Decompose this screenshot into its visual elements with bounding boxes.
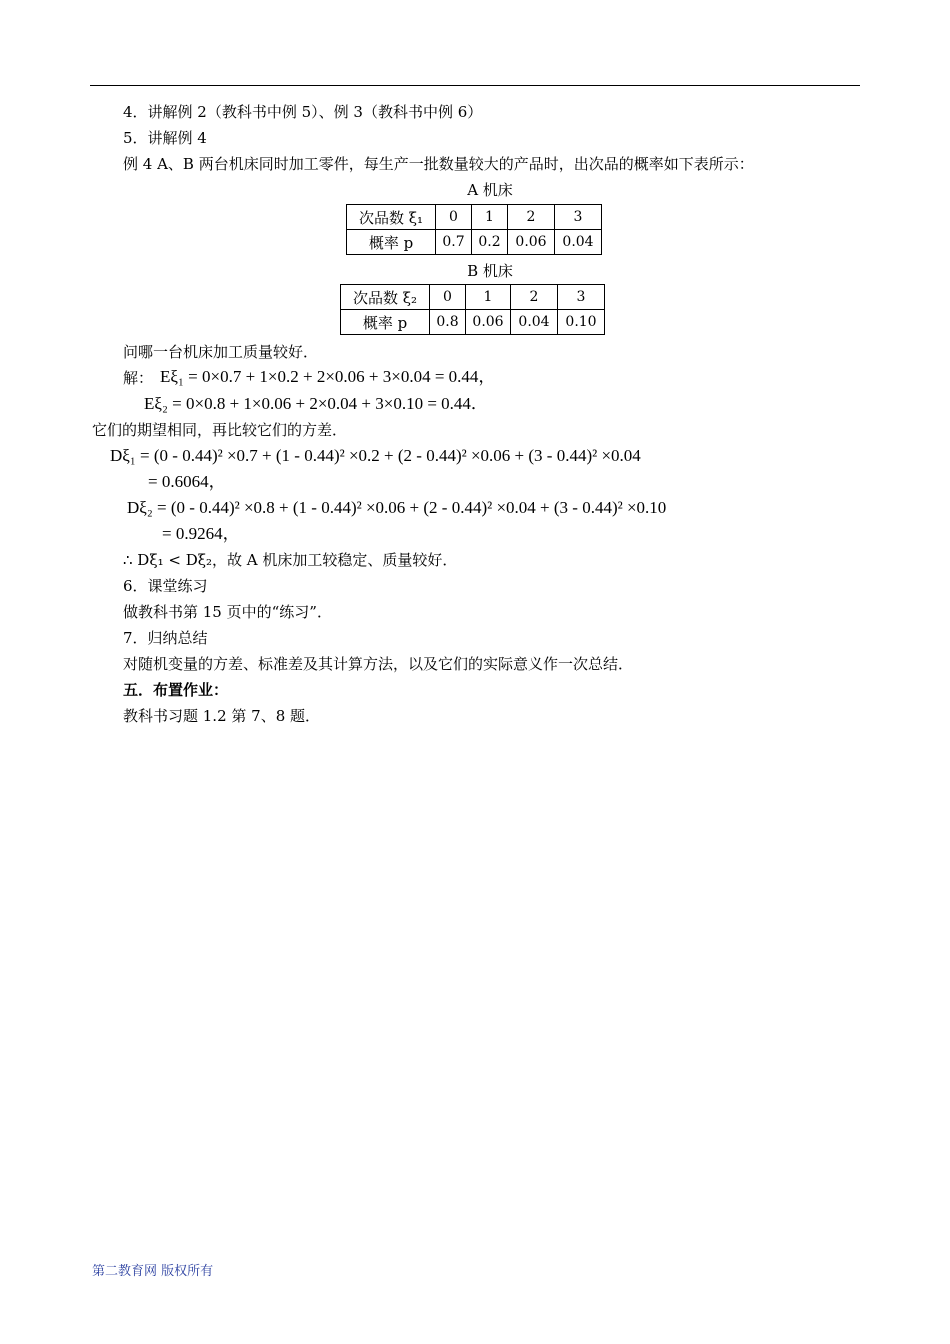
- expectation-a: Eξ₁ = 0×0.7 + 1×0.2 + 2×0.06 + 3×0.04 = 0.44，: [160, 367, 496, 386]
- table-cell: 0.7: [436, 230, 472, 255]
- table-cell: 0.04: [555, 230, 602, 255]
- item-7-text: 对随机变量的方差、标准差及其计算方法，以及它们的实际意义作一次总结．: [123, 655, 634, 673]
- variance-b-result: = 0.9264，: [162, 524, 240, 543]
- table-cell: 0.04: [511, 310, 558, 335]
- table-cell: 3: [558, 285, 605, 310]
- compare-variances: 它们的期望相同，再比较它们的方差．: [92, 421, 348, 439]
- table-a-caption: A 机床: [467, 181, 513, 199]
- solution-label: 解：: [123, 369, 154, 387]
- table-a-count-header: 次品数 ξ₁: [347, 205, 436, 230]
- item-6-text: 做教科书第 15 页中的“练习”．: [123, 603, 332, 621]
- expectation-b: Eξ₂ = 0×0.8 + 1×0.06 + 2×0.04 + 3×0.10 = 0.44．: [144, 394, 488, 413]
- table-cell: 0: [430, 285, 466, 310]
- table-row: [347, 205, 602, 230]
- table-b-count-header: 次品数 ξ₂: [341, 285, 430, 310]
- table-cell: 0.10: [558, 310, 605, 335]
- table-cell: 1: [466, 285, 511, 310]
- table-row: [341, 285, 605, 310]
- table-b-prob-header: 概率 p: [341, 310, 430, 335]
- example-4-statement: 例 4 A、B 两台机床同时加工零件，每生产一批数量较大的产品时，出次品的概率如下表所示：: [123, 155, 754, 173]
- item-7: 7．归纳总结: [123, 629, 208, 647]
- item-4: 4．讲解例 2（教科书中例 5）、例 3（教科书中例 6）: [123, 103, 483, 121]
- variance-a-formula: Dξ₁ = (0 - 0.44)² ×0.7 + (1 - 0.44)² ×0.2 + (2 - 0.44)² ×0.06 + (3 - 0.44)² ×0.04: [110, 446, 641, 465]
- table-cell: 3: [555, 205, 602, 230]
- section-5-heading: 五．布置作业：: [123, 681, 229, 699]
- table-b-caption: B 机床: [467, 262, 513, 280]
- table-b: [340, 284, 605, 335]
- item-6: 6．课堂练习: [123, 577, 208, 595]
- table-cell: 0.06: [466, 310, 511, 335]
- table-a-prob-header: 概率 p: [347, 230, 436, 255]
- conclusion: ∴ Dξ₁ < Dξ₂，故 A 机床加工较稳定、质量较好．: [123, 551, 458, 569]
- homework: 教科书习题 1.2 第 7、8 题．: [123, 707, 321, 725]
- table-row: [347, 230, 602, 255]
- table-cell: 2: [511, 285, 558, 310]
- table-a: [346, 204, 602, 255]
- table-cell: 0.8: [430, 310, 466, 335]
- variance-b-formula: Dξ₂ = (0 - 0.44)² ×0.8 + (1 - 0.44)² ×0.06 + (2 - 0.44)² ×0.04 + (3 - 0.44)² ×0.10: [127, 498, 667, 517]
- table-cell: 0: [436, 205, 472, 230]
- item-5: 5．讲解例 4: [123, 129, 207, 147]
- table-cell: 0.2: [472, 230, 508, 255]
- table-cell: 2: [508, 205, 555, 230]
- footer-copyright: 第二教育网 版权所有: [92, 1264, 214, 1279]
- table-cell: 0.06: [508, 230, 555, 255]
- table-cell: 1: [472, 205, 508, 230]
- variance-a-result: = 0.6064，: [148, 472, 226, 491]
- question: 问哪一台机床加工质量较好．: [123, 343, 319, 361]
- header-rule: [90, 85, 860, 86]
- table-row: [341, 310, 605, 335]
